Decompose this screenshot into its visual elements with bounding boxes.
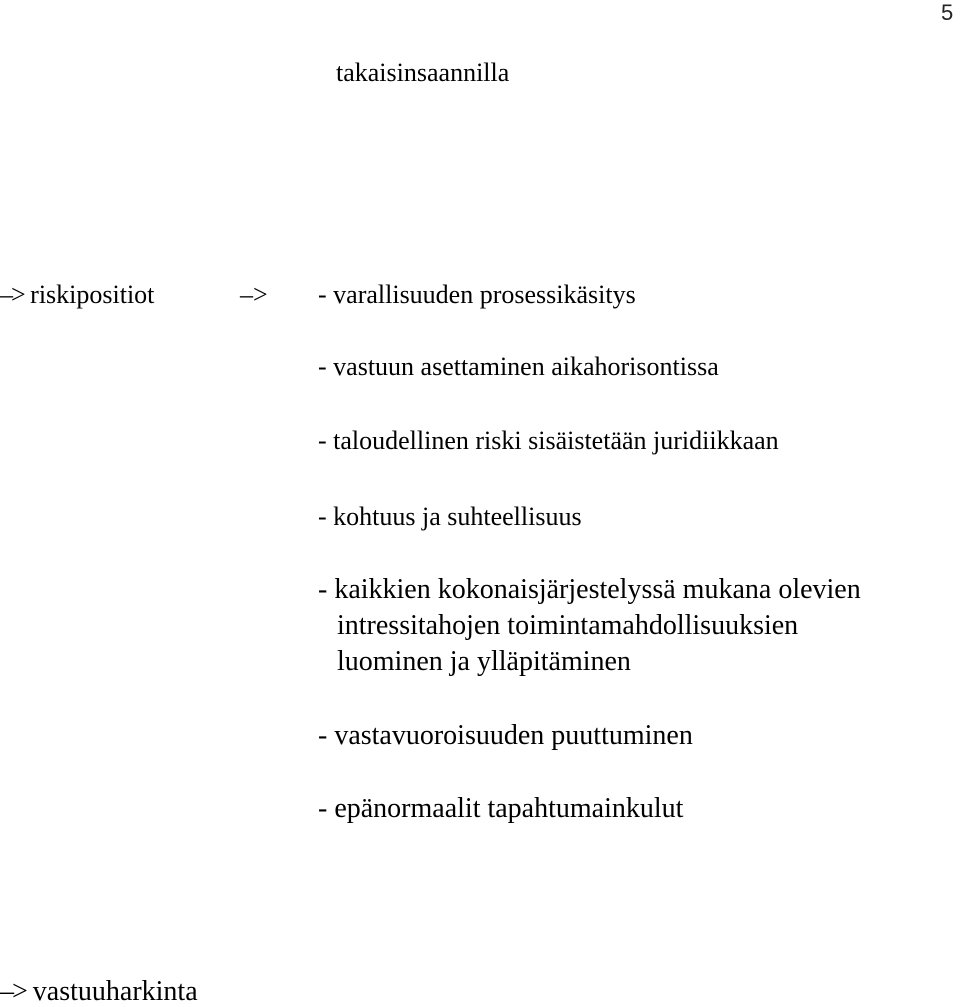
heading-text: takaisinsaannilla (336, 58, 510, 87)
list-item: - kohtuus ja suhteellisuus (318, 502, 582, 531)
vastuuharkinta-label: vastuuharkinta (32, 976, 198, 1007)
list-item-line: - kaikkien kokonaisjärjestelyssä mukana olevien (318, 574, 861, 605)
list-item-multiline (318, 572, 861, 680)
vastuuharkinta-row (0, 978, 198, 1006)
list-item: - taloudellinen riski sisäistetään juridiikkaan (318, 426, 779, 455)
list-item: - vastavuoroisuuden puuttuminen (318, 720, 693, 751)
list-item-line: luominen ja ylläpitäminen (337, 646, 631, 677)
list-item: - epänormaalit tapahtumainkulut (318, 793, 684, 824)
arrow-right-icon: –> (240, 280, 268, 309)
riskipositiot-label: riskipositiot (30, 280, 155, 309)
arrow-right-icon: –> (0, 976, 26, 1007)
list-item: - varallisuuden prosessikäsitys (318, 280, 636, 309)
riskipositiot-row (0, 282, 154, 308)
list-item-line: intressitahojen toimintamahdollisuuksien (337, 610, 799, 641)
page-number: 5 (941, 0, 954, 25)
list-item: - vastuun asettaminen aikahorisontissa (318, 352, 719, 381)
arrow-right-icon: –> (0, 280, 24, 309)
